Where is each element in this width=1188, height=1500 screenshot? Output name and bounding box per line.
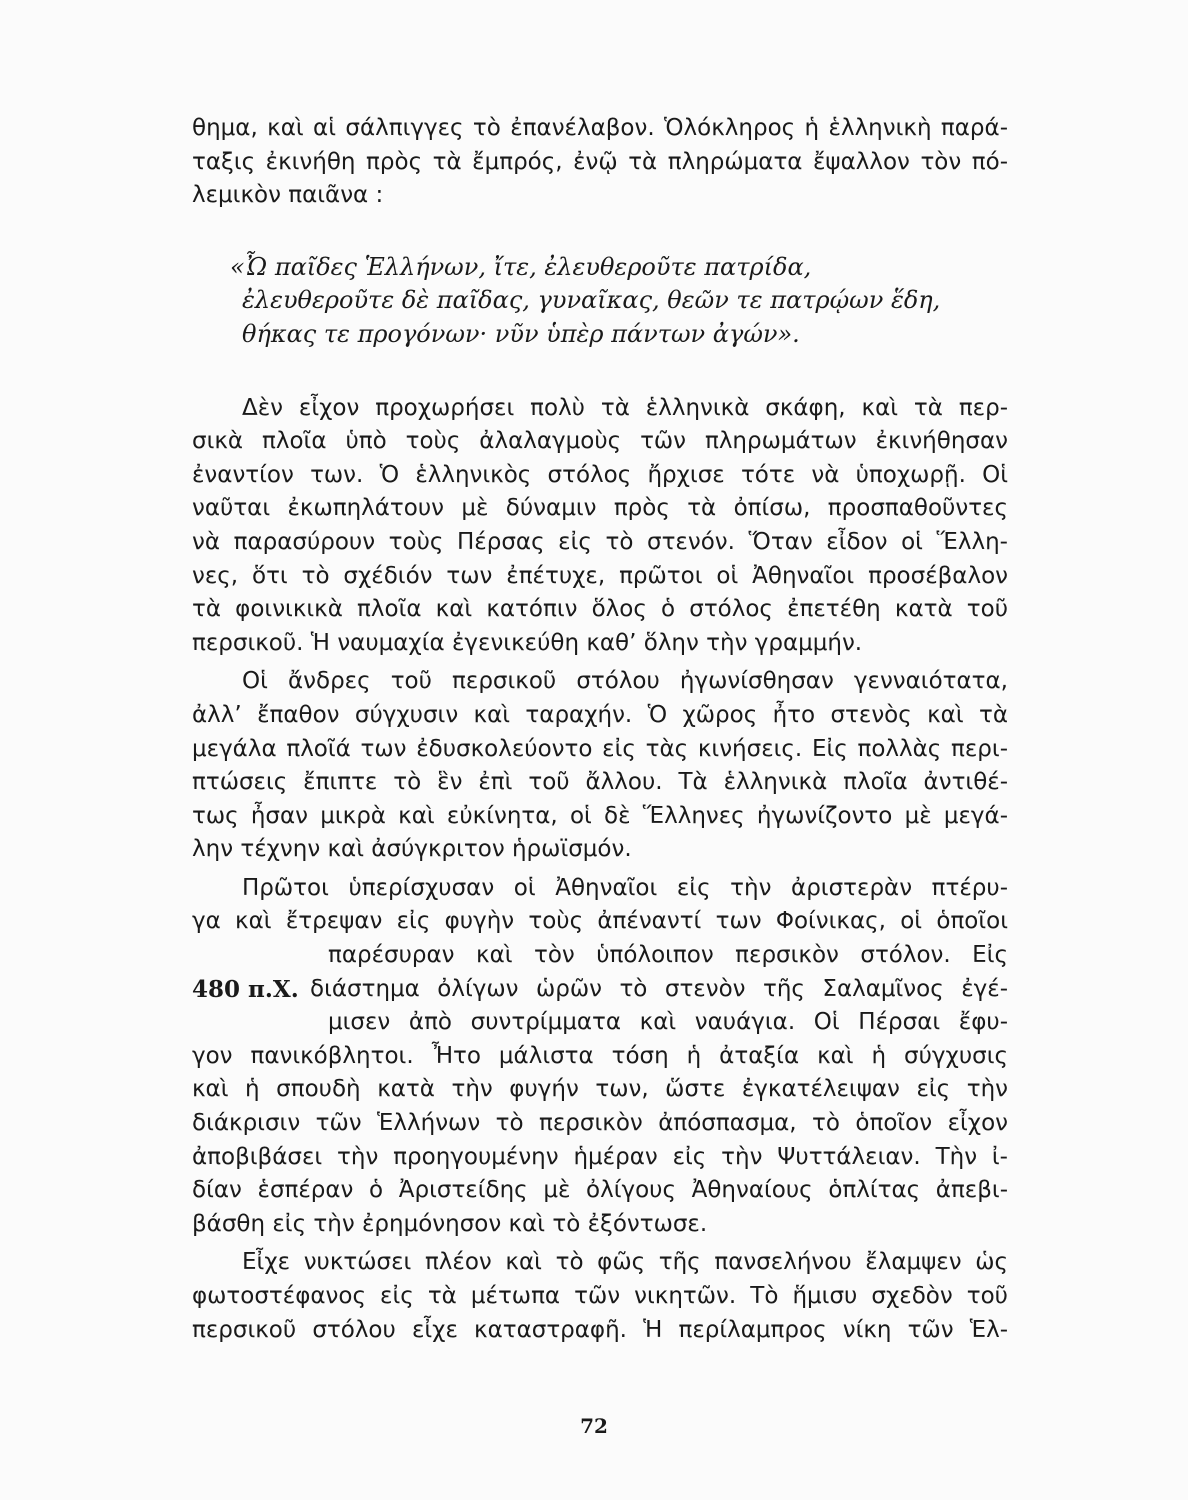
text-line: πτώσεις ἔπιπτε τὸ ἓν ἐπὶ τοῦ ἄλλου. Τὰ ἑλληνικὰ πλοῖα ἀντιθέ- [192, 769, 1008, 796]
text-line: Εἶχε νυκτώσει πλέον καὶ τὸ φῶς τῆς πανσελήνου ἔλαμψεν ὡς [242, 1249, 1008, 1276]
text-line: φωτοστέφανος εἰς τὰ μέτωπα τῶν νικητῶν. Τὸ ἥμισυ σχεδὸν τοῦ [192, 1283, 1008, 1309]
paragraph [192, 112, 1008, 213]
text-line: ναῦται ἐκωπηλάτουν μὲ δύναμιν πρὸς τὰ ὀπίσω, προσπαθοῦντες [192, 495, 1008, 522]
text-line: καὶ ἡ σπουδὴ κατὰ τὴν φυγήν των, ὥστε ἐγκατέλειψαν εἰς τὴν [192, 1076, 1008, 1103]
text-line: ἀλλ’ ἔπαθον σύγχυσιν καὶ ταραχήν. Ὁ χῶρος ἦτο στενὸς καὶ τὰ [192, 701, 1008, 728]
text-line: μεγάλα πλοῖά των ἐδυσκολεύοντο εἰς τὰς κινήσεις. Εἰς πολλὰς περι- [192, 735, 1008, 762]
text-line: μισεν ἀπὸ συντρίμματα καὶ ναυάγια. Οἱ Πέρσαι ἔφυ- [328, 1009, 1008, 1036]
text-line: περσικοῦ. Ἡ ναυμαχία ἐγενικεύθη καθ’ ὅλην τὴν γραμμήν. [192, 629, 863, 656]
text-line: διάστημα ὀλίγων ὡρῶν τὸ στενὸν τῆς Σαλαμῖνος ἐγέ- [310, 975, 1008, 1002]
text-line: τως ἦσαν μικρὰ καὶ εὐκίνητα, οἱ δὲ Ἕλληνες ἠγωνίζοντο μὲ μεγά- [192, 802, 1008, 829]
text-line: σικὰ πλοῖα ὑπὸ τοὺς ἀλαλαγμοὺς τῶν πληρωμάτων ἐκινήθησαν [192, 428, 1008, 455]
margin-note-row [192, 939, 1008, 973]
text-line: λεμικὸν παιᾶνα : [192, 182, 384, 209]
text-line: ταξις ἐκινήθη πρὸς τὰ ἔμπρός, ἐνῷ τὰ πληρώματα ἔψαλλον τὸν πό- [192, 148, 1008, 175]
margin-note-row [192, 973, 1008, 1007]
text-line: Οἱ ἄνδρες τοῦ περσικοῦ στόλου ἠγωνίσθησαν γενναιότατα, [242, 668, 1008, 695]
paragraph [192, 1246, 1008, 1347]
margin-date-note [192, 939, 260, 973]
text-line: νες, ὅτι τὸ σχέδιόν των ἐπέτυχε, πρῶτοι οἱ Ἀθηναῖοι προσέβαλον [192, 562, 1008, 589]
page-number: 72 [580, 1414, 608, 1438]
margin-date-note: 480 π.Χ. [192, 975, 299, 1003]
text-line: τὰ φοινικικὰ πλοῖα καὶ κατόπιν ὅλος ὁ στόλος ἐπετέθη κατὰ τοῦ [192, 596, 1008, 623]
text-line: γον πανικόβλητοι. Ἦτο μάλιστα τόση ἡ ἀταξία καὶ ἡ σύγχυσις [192, 1042, 1008, 1069]
text-line: ἐναντίον των. Ὁ ἑλληνικὸς στόλος ἤρχισε τότε νὰ ὑποχωρῇ. Οἱ [192, 461, 1008, 488]
text-line: Δὲν εἶχον προχωρήσει πολὺ τὰ ἑλληνικὰ σκάφη, καὶ τὰ περ- [242, 394, 1008, 421]
page-body [192, 112, 1008, 1347]
text-line: ἀποβιβάσει τὴν προηγουμένην ἡμέραν εἰς τὴν Ψυττάλειαν. Τὴν ἰ- [192, 1143, 1008, 1170]
text-line: Πρῶτοι ὑπερίσχυσαν οἱ Ἀθηναῖοι εἰς τὴν ἀριστερὰν πτέρυ- [242, 874, 1008, 901]
margin-date-note [192, 1006, 260, 1040]
text-line: περσικοῦ στόλου εἶχε καταστραφῆ. Ἡ περίλαμπρος νίκη τῶν Ἑλ- [192, 1316, 1008, 1343]
text-line: βάσθη εἰς τὴν ἐρημόνησον καὶ τὸ ἐξόντωσε. [192, 1210, 708, 1237]
text-line: νὰ παρασύρουν τοὺς Πέρσας εἰς τὸ στενόν. Ὅταν εἶδον οἱ Ἕλλη- [192, 528, 1008, 555]
text-line: γα καὶ ἔτρεψαν εἰς φυγὴν τοὺς ἀπέναντί των Φοίνικας, οἱ ὁποῖοι [192, 908, 1008, 935]
text-line: λην τέχνην καὶ ἀσύγκριτον ἡρωϊσμόν. [192, 836, 632, 863]
paragraph [192, 665, 1008, 867]
text-line: παρέσυραν καὶ τὸν ὑπόλοιπον περσικὸν στόλον. Εἰς [328, 942, 1008, 969]
text-line: θήκας τε προγόνων· νῦν ὑπὲρ πάντων ἀγών». [242, 319, 800, 348]
text-line: δίαν ἑσπέραν ὁ Ἀριστείδης μὲ ὀλίγους Ἀθηναίους ὁπλίτας ἀπεβι- [192, 1177, 1008, 1204]
paragraph [192, 872, 1008, 1242]
text-line: «Ὦ παῖδες Ἑλλήνων, ἴτε, ἐλευθεροῦτε πατρίδα, [230, 252, 812, 281]
text-line: θημα, καὶ αἱ σάλπιγγες τὸ ἐπανέλαβον. Ὁλόκληρος ἡ ἑλληνικὴ παρά- [192, 115, 1008, 141]
poem-quote [192, 251, 1008, 352]
text-line: ἐλευθεροῦτε δὲ παῖδας, γυναῖκας, θεῶν τε πατρῴων ἕδη, [242, 286, 941, 315]
paragraph [192, 392, 1008, 661]
text-line: διάκρισιν τῶν Ἑλλήνων τὸ περσικὸν ἀπόσπασμα, τὸ ὁποῖον εἶχον [192, 1110, 1008, 1137]
margin-note-row [192, 1006, 1008, 1040]
